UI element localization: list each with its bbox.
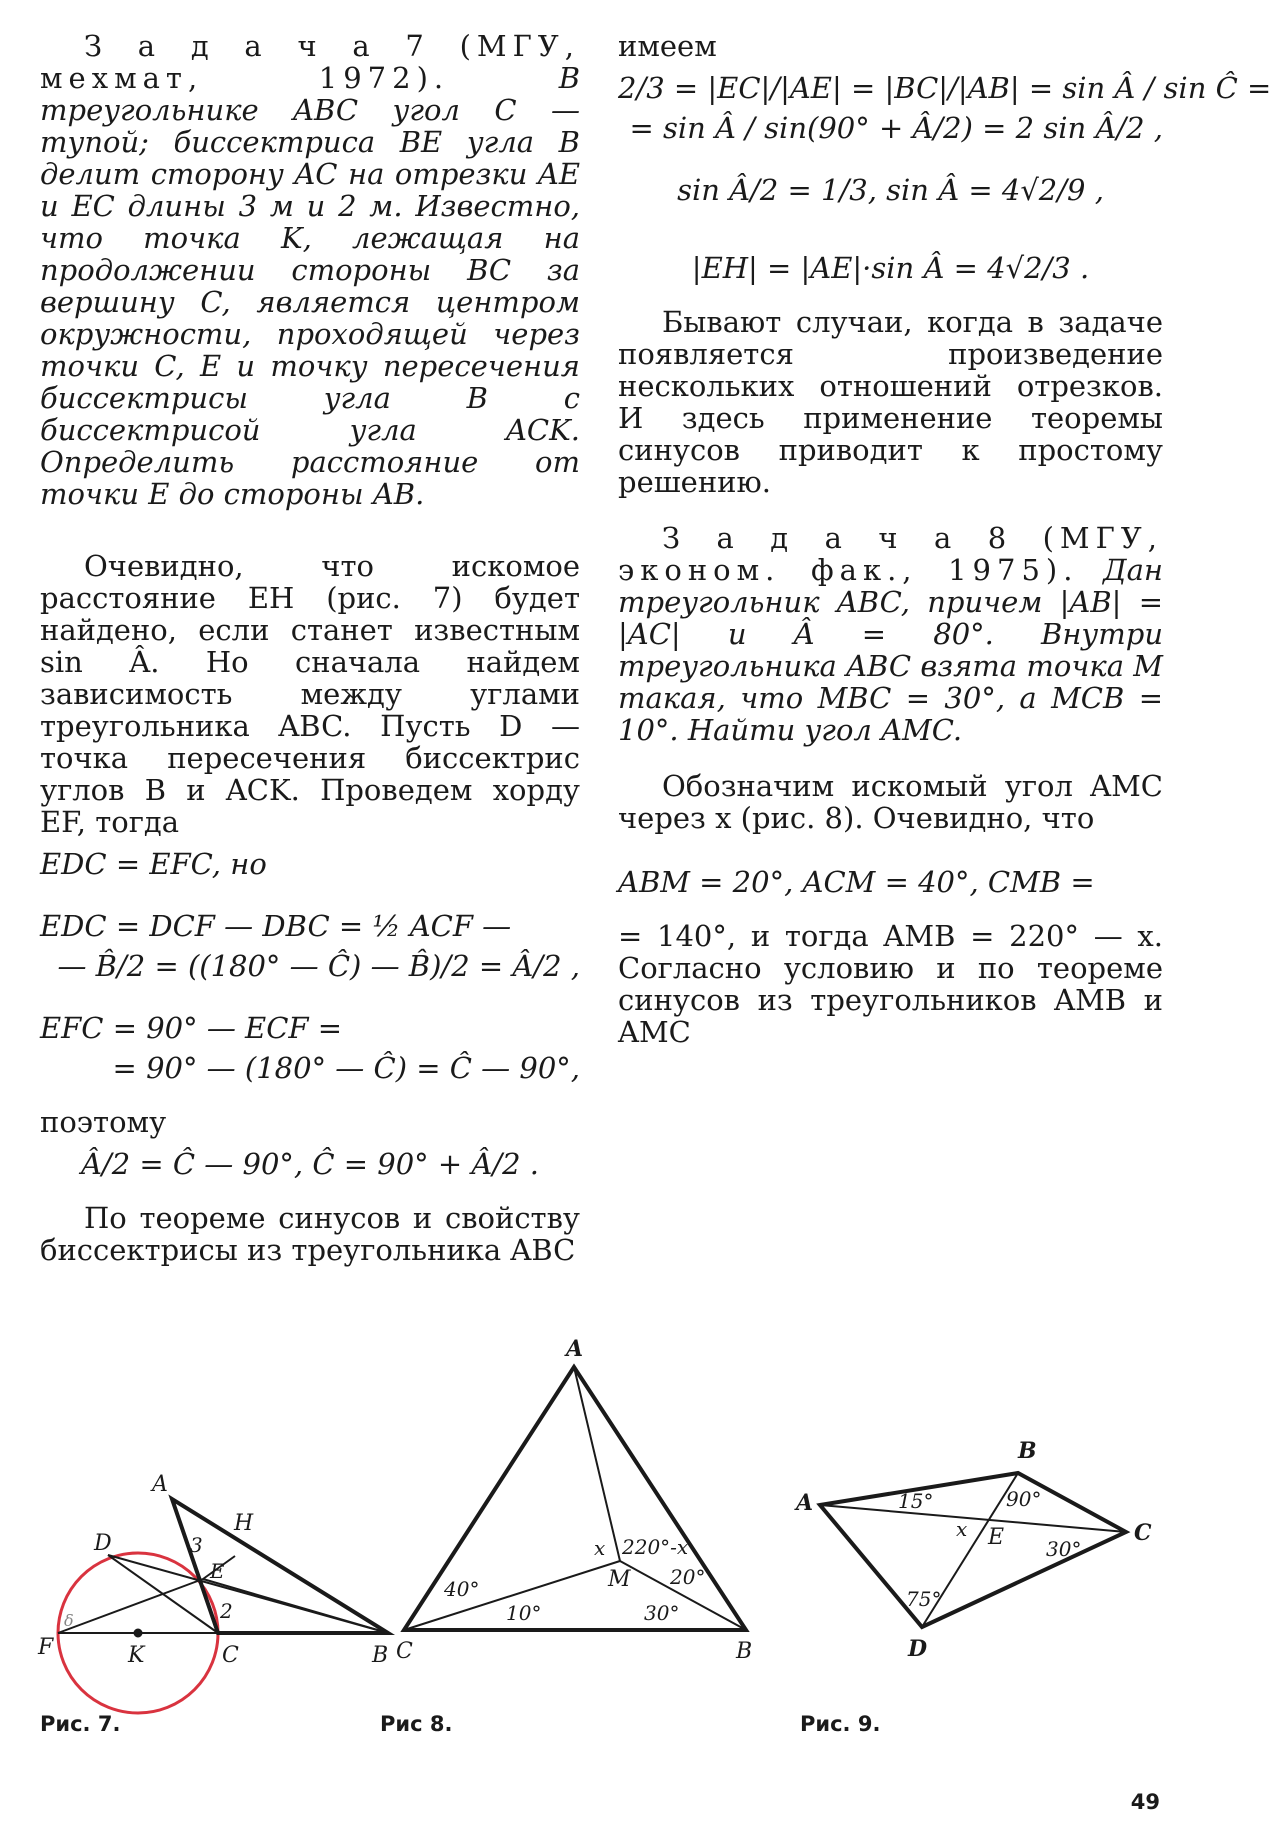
left-formula-1: EDC = EFC, но xyxy=(40,847,267,881)
caption-fig7: Рис. 7. xyxy=(40,1712,121,1736)
right-have: имеем xyxy=(618,29,717,63)
figure-7 xyxy=(37,1472,388,1713)
fig9-label-C: C xyxy=(1134,1520,1152,1546)
fig7-line-dc xyxy=(108,1555,218,1633)
fig9-label-B: B xyxy=(1018,1438,1037,1464)
fig8-label-220-x: 220°-x xyxy=(622,1535,689,1559)
task8-statement: Дан треугольник ABC, причем |AB| = |AC| и Â = 80°. Внутри треугольника ABC взята точка M такая, что MBC = 30°, а MCB = 10°. Найти угол AMC. xyxy=(618,553,1164,747)
fig7-triangle-abc xyxy=(172,1499,388,1633)
caption-fig8: Рис 8. xyxy=(380,1712,453,1736)
left-paragraph-1: Очевидно, что искомое расстояние EH (рис. 7) будет найдено, если станет известным sin Â. Но сначала найдем зависимость между углами треугольника ABC. Пусть D — точка пересечения биссектрис углов B и ACK. Проведем хорду EF, тогда xyxy=(40,549,580,839)
right-column xyxy=(618,29,1271,1058)
right-paragraph-3: = 140°, и тогда AMB = 220° — x. Согласно условию и по теореме синусов из треугольников AMB и AMC xyxy=(618,919,1163,1049)
figure-8 xyxy=(396,1336,752,1664)
right-formula-2: = sin Â / sin(90° + Â/2) = 2 sin Â/2 , xyxy=(629,111,1163,145)
fig7-label-H: H xyxy=(234,1511,254,1536)
fig8-label-10: 10° xyxy=(506,1601,542,1625)
task7-statement: В треугольнике ABC угол C — тупой; биссектриса BE угла B делит сторону AC на отрезки AE и EC длины 3 м и 2 м. Известно, что точка K, лежащая на продолжении стороны BC за вершину C, является центром окружности, проходящей через точки C, E и точку пересечения биссектрисы угла B с биссектрисой угла ACK. Определить расстояние от точки E до стороны AB. xyxy=(40,61,580,511)
fig8-label-20: 20° xyxy=(670,1565,706,1589)
task8 xyxy=(618,522,1163,746)
left-formula-3: — B̂/2 = ((180° — Ĉ) — B̂)/2 = Â/2 , xyxy=(57,949,580,983)
right-formula-1: 2/3 = |EC|/|AE| = |BC|/|AB| = sin Â / sin Ĉ = xyxy=(618,71,1271,105)
fig9-label-15: 15° xyxy=(898,1489,934,1513)
fig8-label-M: M xyxy=(608,1567,631,1592)
fig7-label-F: F xyxy=(38,1635,54,1660)
fig8-label-40: 40° xyxy=(444,1577,480,1601)
fig9-label-30: 30° xyxy=(1046,1537,1082,1561)
fig9-label-E: E xyxy=(988,1525,1005,1550)
left-formula-6: Â/2 = Ĉ — 90°, Ĉ = 90° + Â/2 . xyxy=(80,1147,540,1181)
task7-header: З а д а ч а 7 (МГУ, мехмат, 1972). xyxy=(40,29,580,95)
fig8-label-x: x xyxy=(594,1536,606,1560)
right-formula-4: |EH| = |AE|·sin Â = 4√2/3 . xyxy=(691,251,1090,285)
right-formula-5: ABM = 20°, ACM = 40°, CMB = xyxy=(618,865,1095,899)
left-formula-5: = 90° — (180° — Ĉ) = Ĉ — 90°, xyxy=(112,1051,580,1085)
right-paragraph-2: Обозначим искомый угол AMC через x (рис. 8). Очевидно, что xyxy=(618,769,1163,835)
fig7-label-C: C xyxy=(222,1643,239,1668)
figure-9 xyxy=(794,1438,1152,1662)
fig9-label-90: 90° xyxy=(1006,1487,1042,1511)
right-formula-3: sin Â/2 = 1/3, sin Â = 4√2/9 , xyxy=(677,173,1104,207)
fig7-label-D: D xyxy=(94,1531,112,1556)
fig8-label-30: 30° xyxy=(644,1601,680,1625)
fig7-label-2: 2 xyxy=(220,1599,233,1623)
fig8-label-C: C xyxy=(396,1639,413,1664)
fig7-point-k xyxy=(134,1629,142,1637)
fig7-label-A: A xyxy=(152,1472,168,1497)
fig8-line-ab xyxy=(574,1367,746,1630)
left-paragraph-2: По теореме синусов и свойству биссектрисы из треугольника ABC xyxy=(40,1201,580,1267)
right-paragraph-1: Бывают случаи, когда в задаче появляется произведение нескольких отношений отрезков. И здесь применение теоремы синусов приводит к простому решению. xyxy=(618,305,1163,499)
fig7-label-delta: δ xyxy=(64,1611,74,1630)
caption-fig9: Рис. 9. xyxy=(800,1712,881,1736)
left-therefore: поэтому xyxy=(40,1105,167,1139)
fig9-label-D: D xyxy=(908,1636,928,1662)
fig9-label-75: 75° xyxy=(906,1587,942,1611)
left-column xyxy=(40,30,580,1276)
task8-header: З а д а ч а 8 (МГУ, эконом. фак., 1975). xyxy=(618,521,1163,587)
fig9-label-A: A xyxy=(796,1490,814,1516)
fig7-label-B: B xyxy=(372,1643,389,1668)
fig8-label-B: B xyxy=(736,1639,753,1664)
fig7-label-3: 3 xyxy=(190,1533,203,1557)
fig8-line-am xyxy=(574,1367,620,1561)
fig7-label-E: E xyxy=(210,1559,225,1583)
fig8-label-A: A xyxy=(566,1336,584,1362)
left-formula-2: EDC = DCF — DBC = ½ ACF — xyxy=(40,909,512,943)
page-number: 49 xyxy=(1130,1790,1160,1814)
figures xyxy=(0,1320,1200,1780)
fig7-label-K: K xyxy=(128,1643,145,1668)
fig9-label-x: x xyxy=(956,1517,968,1541)
task7 xyxy=(40,30,580,510)
left-formula-4: EFC = 90° — ECF = xyxy=(40,1011,343,1045)
